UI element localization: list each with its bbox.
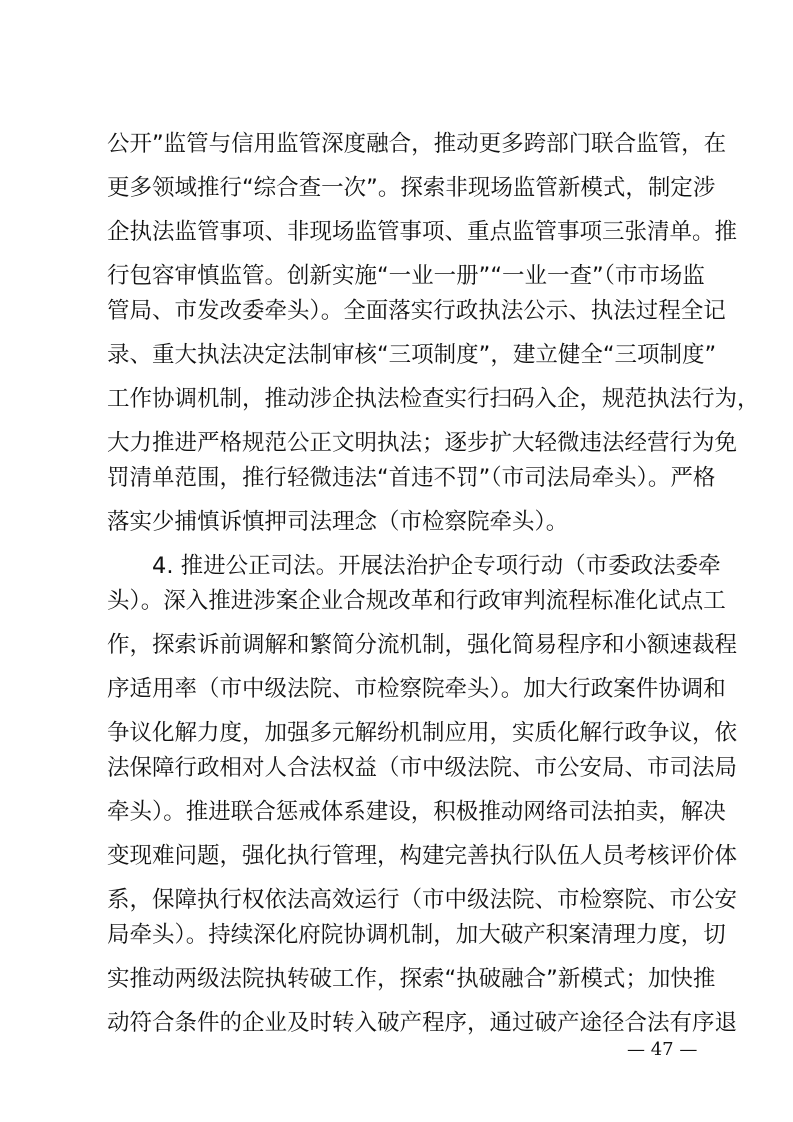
body-text-line: 变现难问题，强化执行管理，构建完善执行队伍人员考核评价体: [107, 843, 738, 869]
body-text-line: 工作协调机制，推动涉企执法检查实行扫码入企，规范执法行为，: [107, 386, 760, 412]
page-number: — 47 —: [627, 1039, 698, 1060]
body-text-line: 企执法监管事项、非现场监管事项、重点监管事项三张清单。推: [107, 219, 738, 245]
body-text-line: 头）。深入推进涉案企业合规改革和行政审判流程标准化试点工: [107, 588, 726, 614]
body-text-line: 实推动两级法院执转破工作，探索“执破融合”新模式；加快推: [107, 966, 716, 992]
body-text-line: 落实少捕慎诉慎押司法理念（市检察院牵头）。: [107, 509, 569, 535]
body-text-line: 行包容审慎监管。创新实施“一业一册”“一业一查”（市市场监: [107, 263, 705, 289]
body-text-line: 公开”监管与信用监管深度融合，推动更多跨部门联合监管，在: [107, 131, 727, 157]
body-text-line: 系，保障执行权依法高效运行（市中级法院、市检察院、市公安: [107, 887, 738, 913]
body-text-line: 更多领域推行“综合查一次”。探索非现场监管新模式，制定涉: [107, 175, 716, 201]
section-heading-line: 4. 推进公正司法。开展法治护企专项行动（市委政法委牵: [152, 553, 721, 579]
body-text-line: 管局、市发改委牵头）。全面落实行政执法公示、执法过程全记: [107, 298, 726, 324]
body-text-line: 局牵头）。持续深化府院协调机制，加大破产积案清理力度，切: [107, 922, 726, 948]
body-text-line: 大力推进严格规范公正文明执法；逐步扩大轻微违法经营行为免: [107, 430, 738, 456]
body-text-line: 序适用率（市中级法院、市检察院牵头）。加大行政案件协调和: [107, 676, 726, 702]
body-text-line: 作，探索诉前调解和繁简分流机制，强化简易程序和小额速裁程: [107, 632, 738, 658]
body-text-line: 罚清单范围，推行轻微违法“首违不罚”（市司法局牵头）。严格: [107, 465, 716, 491]
body-text-line: 动符合条件的企业及时转入破产程序，通过破产途径合法有序退: [107, 1010, 738, 1036]
body-text-line: 法保障行政相对人合法权益（市中级法院、市公安局、市司法局: [107, 755, 738, 781]
body-text-line: 牵头）。推进联合惩戒体系建设，积极推动网络司法拍卖，解决: [107, 799, 726, 825]
body-text-line: 争议化解力度，加强多元解纷机制应用，实质化解行政争议，依: [107, 720, 738, 746]
body-text-line: 录、重大执法决定法制审核“三项制度”，建立健全“三项制度”: [107, 342, 717, 368]
